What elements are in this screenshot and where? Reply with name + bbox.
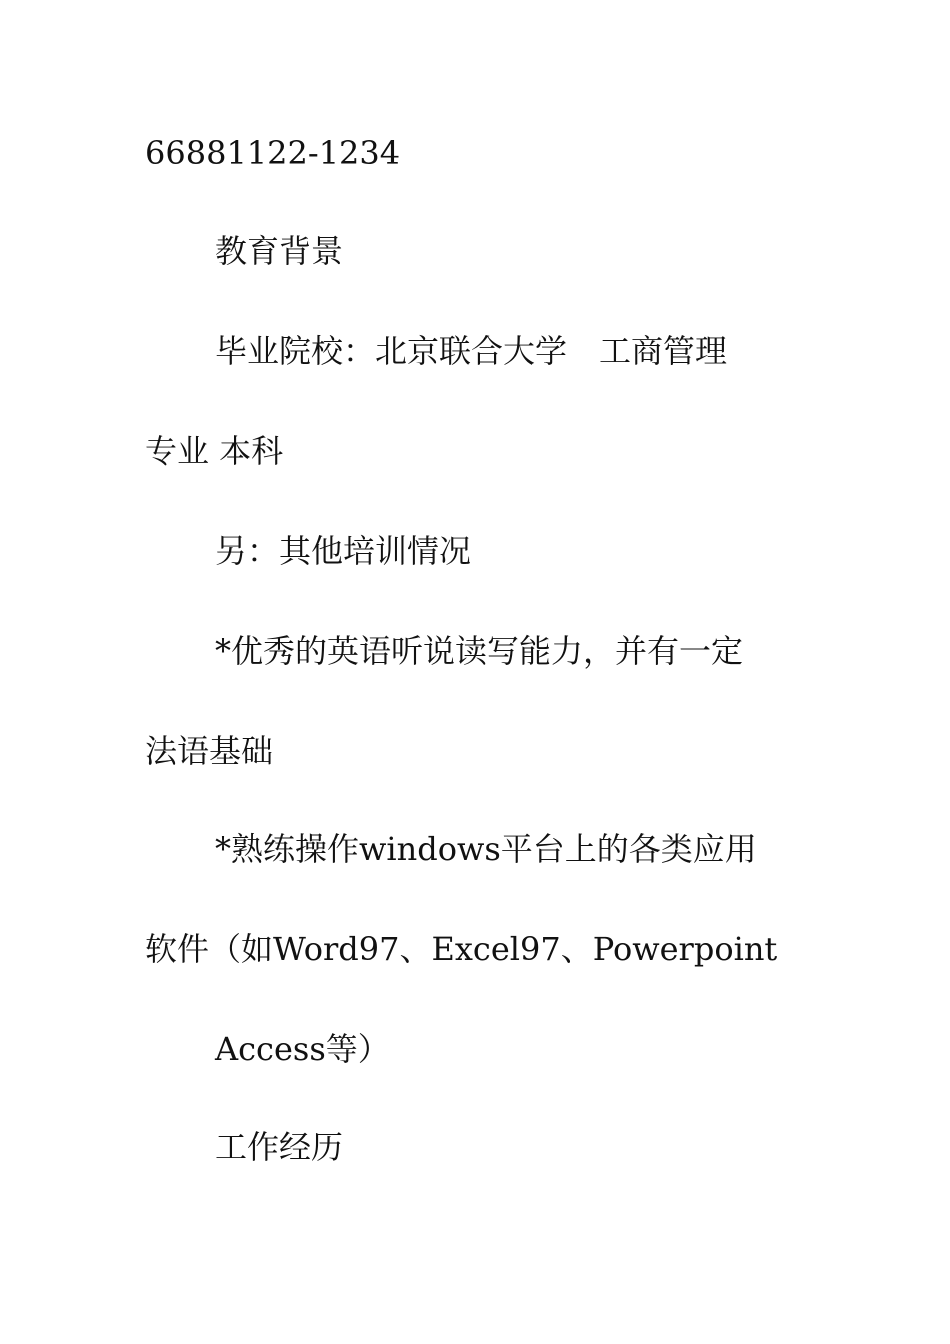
- major-degree-line: 专业 本科: [145, 432, 284, 470]
- english-skill-line: *优秀的英语听说读写能力，并有一定: [215, 632, 744, 670]
- software-list-line: 软件（如Word97、Excel97、Powerpoint: [145, 930, 778, 968]
- section-heading-work: 工作经历: [215, 1128, 344, 1166]
- software-list-continued: Access等）: [215, 1030, 390, 1068]
- section-heading-education: 教育背景: [215, 232, 344, 270]
- windows-skill-line: *熟练操作windows平台上的各类应用: [215, 830, 757, 868]
- other-training-heading: 另：其他培训情况: [215, 532, 472, 570]
- phone-number: 66881122-1234: [145, 134, 401, 172]
- french-basis-line: 法语基础: [145, 732, 274, 770]
- school-line: 毕业院校：北京联合大学 工商管理: [215, 332, 728, 370]
